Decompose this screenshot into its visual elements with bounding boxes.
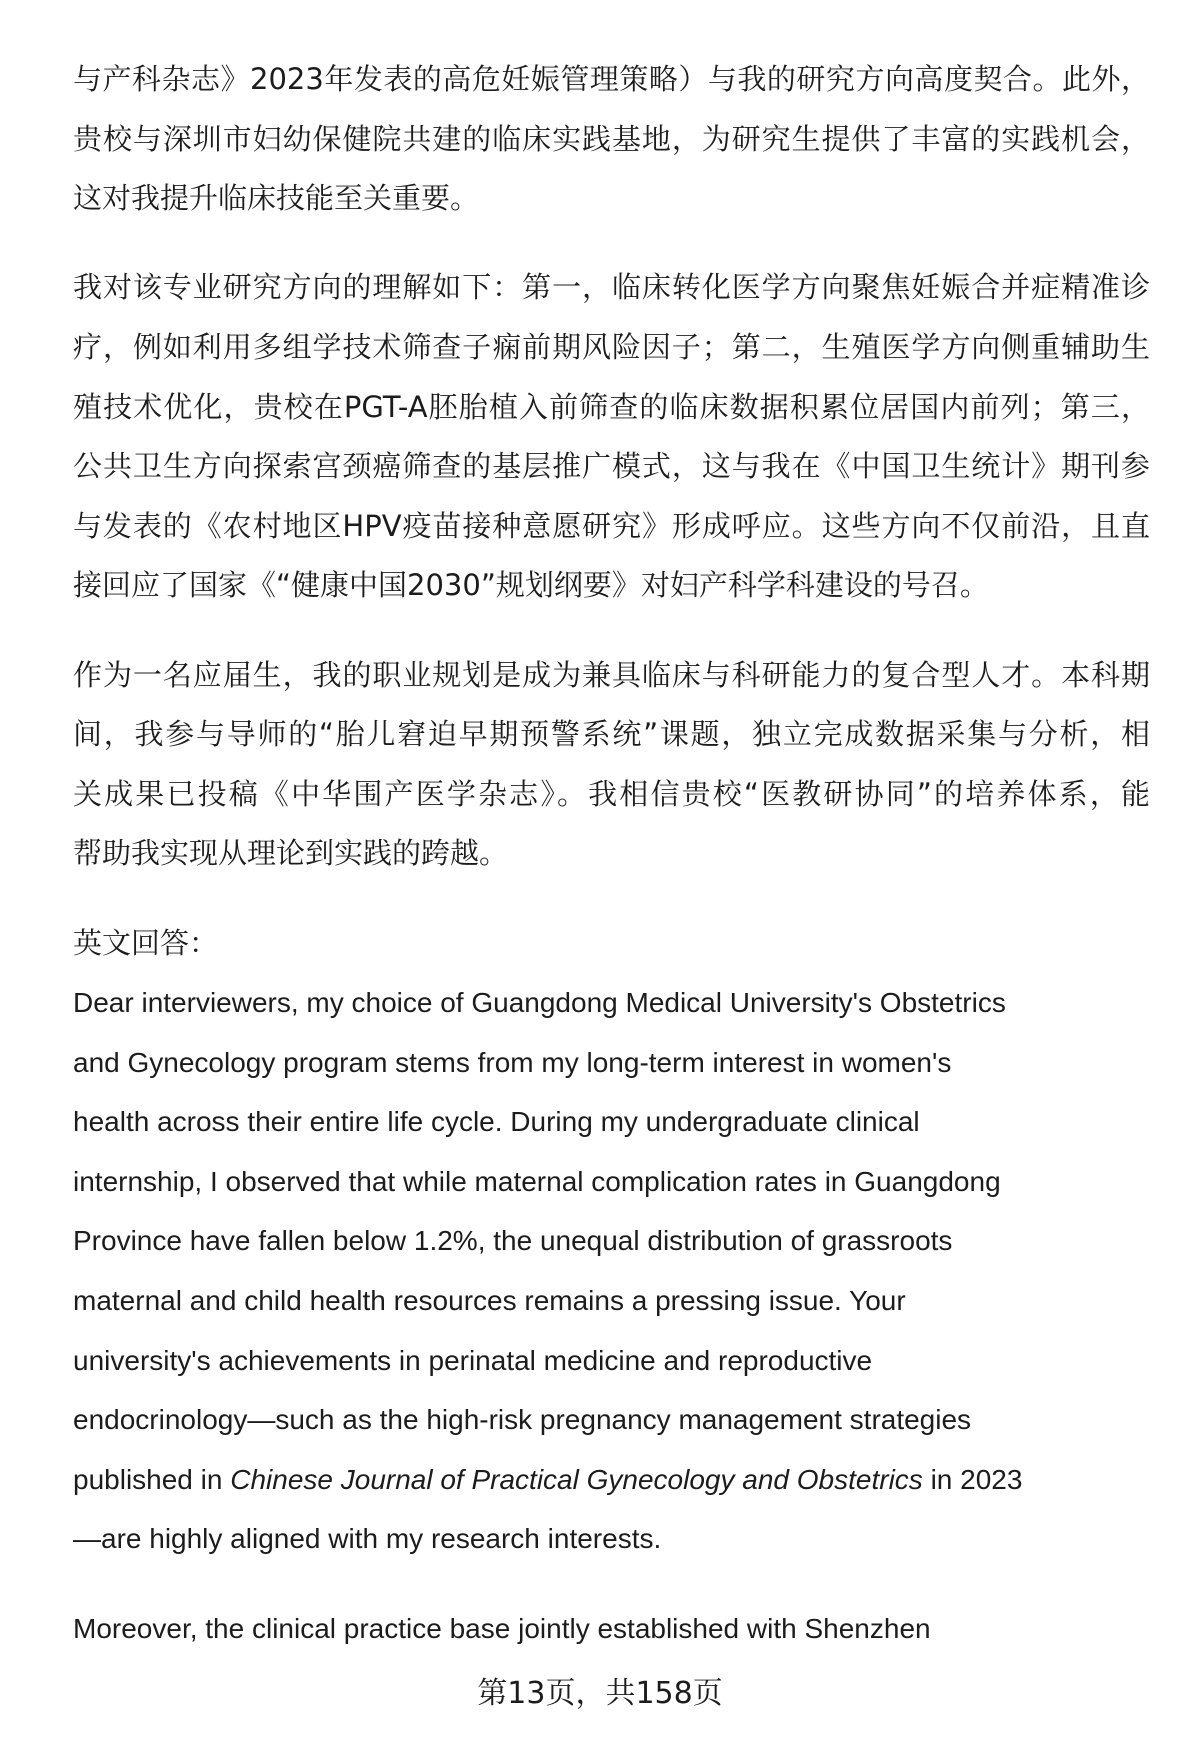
text-line: 公共卫生方向探索宫颈癌筛查的基层推广模式，这与我在《中国卫生统计》期刊参 bbox=[73, 449, 1150, 484]
paragraph-english-answer bbox=[73, 914, 1150, 1570]
paragraph-english-continuation bbox=[73, 1599, 1150, 1659]
paragraph-research-directions bbox=[73, 258, 1150, 616]
paragraph-career-plan bbox=[73, 646, 1150, 884]
text-segment: published in bbox=[73, 1463, 231, 1495]
text-line: 接回应了国家《“健康中国2030”规划纲要》对妇产科学科建设的号召。 bbox=[73, 568, 989, 603]
text-line: 我对该专业研究方向的理解如下：第一，临床转化医学方向聚焦妊娠合并症精准诊 bbox=[73, 270, 1150, 305]
text-line: 贵校与深圳市妇幼保健院共建的临床实践基地，为研究生提供了丰富的实践机会， bbox=[73, 121, 1150, 156]
text-line: university's achievements in perinatal medicine and reproductive bbox=[73, 1344, 873, 1376]
text-line: 关成果已投稿《中华围产医学杂志》。我相信贵校“医教研协同”的培养体系，能 bbox=[73, 776, 1150, 811]
english-answer-heading: 英文回答： bbox=[73, 925, 219, 960]
text-line: health across their entire life cycle. During my undergraduate clinical bbox=[73, 1106, 920, 1138]
text-line: Province have fallen below 1.2%, the unequal distribution of grassroots bbox=[73, 1225, 953, 1257]
text-line: internship, I observed that while maternal complication rates in Guangdong bbox=[73, 1165, 1001, 1197]
page-number: 第13页，共158页 bbox=[477, 1676, 723, 1711]
paragraph-clinical-base bbox=[73, 50, 1150, 229]
document-body bbox=[73, 50, 1150, 1688]
text-line: and Gynecology program stems from my long-term interest in women's bbox=[73, 1046, 952, 1078]
journal-title: Chinese Journal of Practical Gynecology and Obstetrics bbox=[230, 1463, 923, 1495]
text-line: Moreover, the clinical practice base jointly established with Shenzhen bbox=[73, 1612, 931, 1644]
text-line: 疗，例如利用多组学技术筛查子痫前期风险因子；第二，生殖医学方向侧重辅助生 bbox=[73, 329, 1150, 364]
text-line: 作为一名应届生，我的职业规划是成为兼具临床与科研能力的复合型人才。本科期 bbox=[73, 657, 1150, 692]
text-line: 这对我提升临床技能至关重要。 bbox=[73, 181, 480, 216]
text-line: endocrinology—such as the high-risk pregnancy management strategies bbox=[73, 1404, 972, 1436]
text-segment: in 2023 bbox=[922, 1463, 1023, 1495]
text-line: 间，我参与导师的“胎儿窘迫早期预警系统”课题，独立完成数据采集与分析，相 bbox=[73, 717, 1150, 752]
text-line-with-journal-title bbox=[73, 1450, 1150, 1510]
text-line: 帮助我实现从理论到实践的跨越。 bbox=[73, 836, 509, 871]
text-line: 与产科杂志》2023年发表的高危妊娠管理策略）与我的研究方向高度契合。此外， bbox=[73, 62, 1150, 96]
text-line: Dear interviewers, my choice of Guangdong Medical University's Obstetrics bbox=[73, 987, 1006, 1019]
text-line: —are highly aligned with my research interests. bbox=[73, 1523, 662, 1555]
text-line: maternal and child health resources remains a pressing issue. Your bbox=[73, 1285, 906, 1317]
text-line: 与发表的《农村地区HPV疫苗接种意愿研究》形成呼应。这些方向不仅前沿，且直 bbox=[73, 508, 1150, 543]
text-line: 殖技术优化，贵校在PGT-A胚胎植入前筛查的临床数据积累位居国内前列；第三， bbox=[73, 389, 1150, 424]
